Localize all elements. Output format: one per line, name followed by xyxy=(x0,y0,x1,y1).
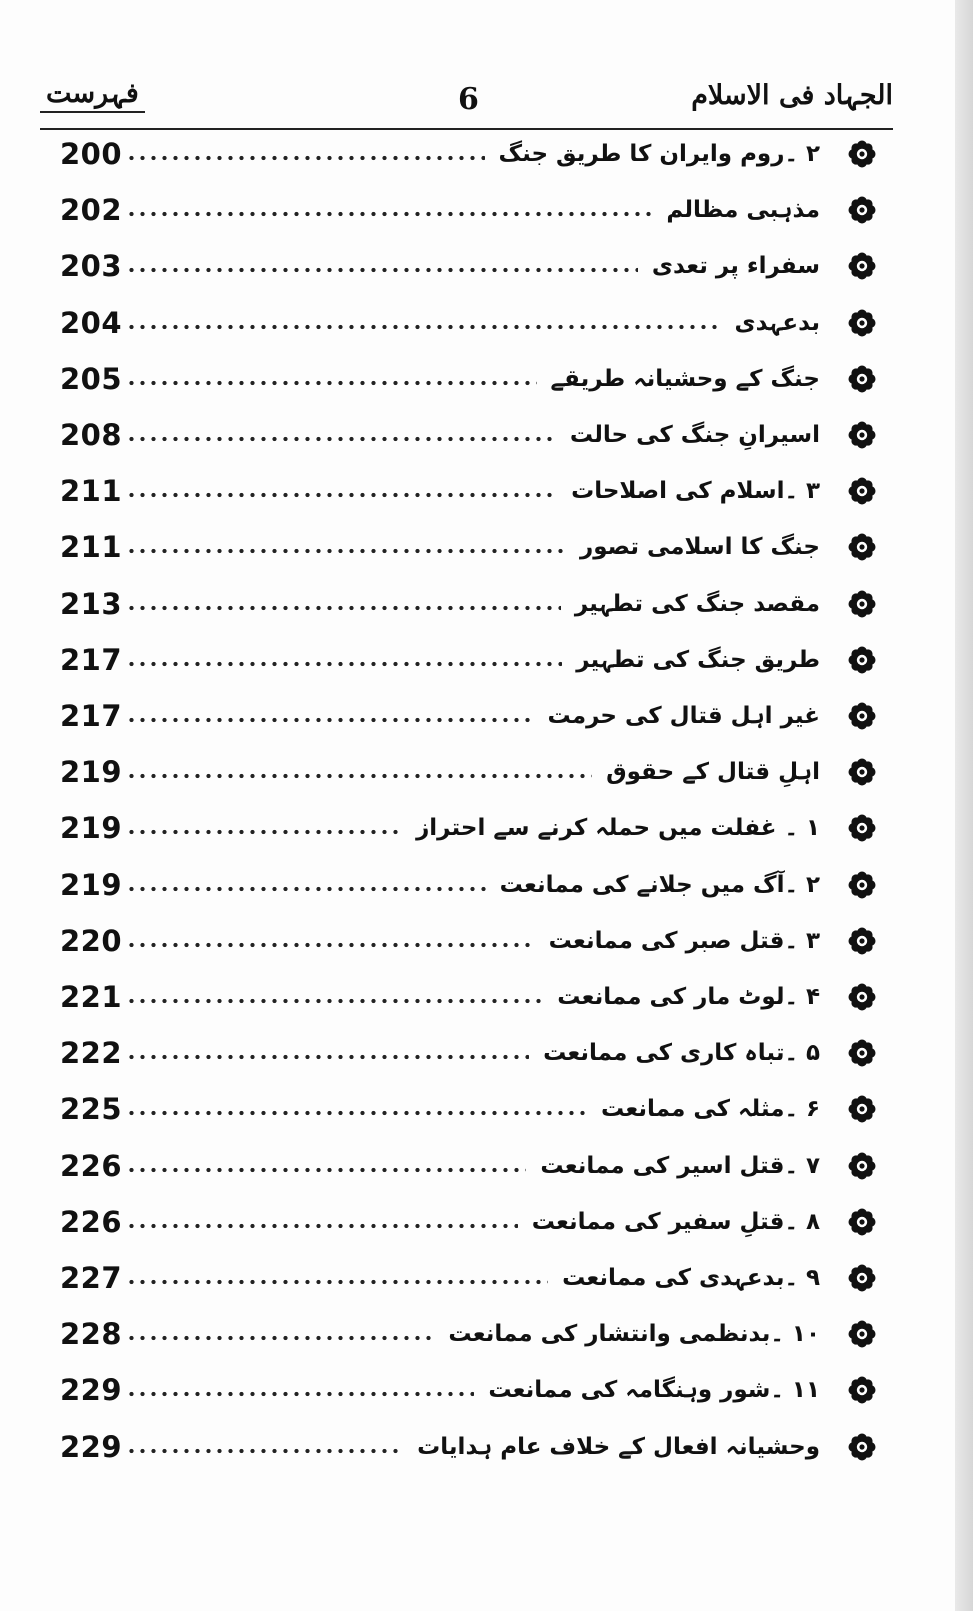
toc-page-number: 217 xyxy=(60,699,123,733)
toc-entry-title: غیر اہل قتال کی حرمت xyxy=(547,703,820,729)
toc-entry[interactable] xyxy=(60,415,890,455)
flower-bullet-icon xyxy=(848,196,876,224)
toc-page-number: 202 xyxy=(60,193,123,228)
toc-page-number: 213 xyxy=(60,586,123,621)
toc-page-number: 204 xyxy=(60,305,123,340)
toc-entry-title: مذہبی مظالم xyxy=(666,197,820,224)
flower-bullet-icon xyxy=(848,533,876,561)
flower-bullet-icon xyxy=(848,927,876,955)
toc-entry-title: ۳ ۔اسلام کی اصلاحات xyxy=(571,478,820,505)
toc-entry-title: بدعہدی xyxy=(734,309,820,336)
toc-entry[interactable] xyxy=(60,1089,890,1129)
toc-page-number: 203 xyxy=(60,249,123,284)
dot-leader xyxy=(126,1274,548,1290)
dot-leader xyxy=(126,712,533,728)
toc-entry[interactable] xyxy=(60,190,890,230)
dot-leader xyxy=(126,881,486,897)
dot-leader xyxy=(126,656,562,672)
dot-leader xyxy=(126,319,721,335)
toc-entry[interactable] xyxy=(60,921,890,961)
toc-entry-title: وحشیانہ افعال کے خلاف عام ہدایات xyxy=(417,1433,820,1460)
toc-entry-title: اہلِ قتال کے حقوق xyxy=(606,759,820,786)
flower-bullet-icon xyxy=(848,1039,876,1067)
flower-bullet-icon xyxy=(848,140,876,168)
flower-bullet-icon xyxy=(848,1376,876,1404)
toc-page-number: 226 xyxy=(60,1148,123,1183)
toc-entry-title: ۷ ۔قتل اسیر کی ممانعت xyxy=(540,1152,820,1179)
dot-leader xyxy=(126,1218,518,1234)
flower-bullet-icon xyxy=(848,252,876,280)
flower-bullet-icon xyxy=(848,1433,876,1461)
toc-entry-title: طریق جنگ کی تطہیر xyxy=(576,646,820,673)
toc-entry[interactable] xyxy=(60,808,890,848)
toc-entry-title: ۹ ۔بدعہدی کی ممانعت xyxy=(562,1265,820,1291)
dot-leader xyxy=(126,262,638,278)
toc-entry[interactable] xyxy=(60,134,890,174)
toc-entry[interactable] xyxy=(60,1033,890,1073)
toc-entry[interactable] xyxy=(60,359,890,399)
flower-bullet-icon xyxy=(848,309,876,337)
toc-entry-title: ۸ ۔قتلِ سفیر کی ممانعت xyxy=(531,1208,820,1235)
flower-bullet-icon xyxy=(848,646,876,674)
dot-leader xyxy=(126,1330,434,1346)
flower-bullet-icon xyxy=(848,477,876,505)
toc-entry[interactable] xyxy=(60,1427,890,1467)
dot-leader xyxy=(126,431,556,447)
toc-page-number: 208 xyxy=(60,418,123,452)
dot-leader xyxy=(126,937,535,953)
toc-entry[interactable] xyxy=(60,527,890,567)
dot-leader xyxy=(126,1162,526,1178)
toc-entry-title: اسیرانِ جنگ کی حالت xyxy=(569,422,820,448)
dot-leader xyxy=(126,150,485,166)
book-title: الجہاد فی الاسلام xyxy=(691,80,893,111)
flower-bullet-icon xyxy=(848,421,876,449)
dot-leader xyxy=(126,206,652,222)
toc-page-number: 219 xyxy=(60,811,123,846)
dot-leader xyxy=(126,824,402,840)
dot-leader xyxy=(126,487,557,503)
flower-bullet-icon xyxy=(848,1095,876,1123)
toc-entry[interactable] xyxy=(60,1370,890,1410)
toc-page-number: 219 xyxy=(60,755,123,790)
flower-bullet-icon xyxy=(848,365,876,393)
section-name: فہرست xyxy=(40,78,145,113)
dot-leader xyxy=(126,993,543,1009)
dot-leader xyxy=(126,600,561,616)
page-edge xyxy=(955,0,973,1611)
toc-entry-title: جنگ کے وحشیانہ طریقے xyxy=(550,365,820,392)
toc-entry[interactable] xyxy=(60,246,890,286)
flower-bullet-icon xyxy=(848,983,876,1011)
toc-entry[interactable] xyxy=(60,696,890,736)
flower-bullet-icon xyxy=(848,1152,876,1180)
dot-leader xyxy=(126,1049,529,1065)
toc-page-number: 220 xyxy=(60,923,123,958)
toc-entry-title: جنگ کا اسلامی تصور xyxy=(580,534,820,561)
toc-entry[interactable] xyxy=(60,977,890,1017)
toc-entry-title: سفراء پر تعدی xyxy=(651,253,820,280)
toc-page-number: 217 xyxy=(60,642,123,677)
toc-entry-title: ۵ ۔تباہ کاری کی ممانعت xyxy=(543,1040,820,1067)
flower-bullet-icon xyxy=(848,1208,876,1236)
toc-entry-title: ۱۱ ۔شور وہنگامہ کی ممانعت xyxy=(488,1377,820,1404)
flower-bullet-icon xyxy=(848,814,876,842)
toc-page-number: 229 xyxy=(60,1373,123,1408)
flower-bullet-icon xyxy=(848,758,876,786)
toc-entry-title: ۴ ۔لوٹ مار کی ممانعت xyxy=(557,984,820,1010)
toc-page-number: 228 xyxy=(60,1317,123,1352)
dot-leader xyxy=(126,1386,474,1402)
toc-page-number: 219 xyxy=(60,867,123,902)
flower-bullet-icon xyxy=(848,1320,876,1348)
toc-entry[interactable] xyxy=(60,1314,890,1354)
toc-page-number: 221 xyxy=(60,980,123,1014)
toc-page-number: 211 xyxy=(60,474,123,509)
page-number: 6 xyxy=(458,82,479,117)
flower-bullet-icon xyxy=(848,590,876,618)
flower-bullet-icon xyxy=(848,871,876,899)
toc-page-number: 222 xyxy=(60,1036,123,1071)
toc-page-number: 200 xyxy=(60,137,123,171)
toc-entry-title: ۲ ۔آگ میں جلانے کی ممانعت xyxy=(499,871,820,898)
toc-entry[interactable] xyxy=(60,1202,890,1242)
dot-leader xyxy=(126,543,566,559)
toc-entry-title: ۳ ۔قتل صبر کی ممانعت xyxy=(548,927,820,954)
toc-entry-title: مقصد جنگ کی تطہیر xyxy=(574,590,820,617)
toc-entry[interactable] xyxy=(60,1146,890,1186)
toc-page-number: 229 xyxy=(60,1429,123,1464)
dot-leader xyxy=(126,1443,403,1459)
toc-entry[interactable] xyxy=(60,1258,890,1298)
toc-entry[interactable] xyxy=(60,752,890,792)
toc-entry[interactable] xyxy=(60,865,890,905)
toc-entry-title: ۱ ۔ غفلت میں حملہ کرنے سے احتراز xyxy=(416,815,820,842)
toc-entry[interactable] xyxy=(60,640,890,680)
dot-leader xyxy=(126,375,537,391)
toc-entry[interactable] xyxy=(60,584,890,624)
toc-entry[interactable] xyxy=(60,303,890,343)
dot-leader xyxy=(126,768,592,784)
toc-page-number: 205 xyxy=(60,361,123,396)
toc-page-number: 226 xyxy=(60,1204,123,1239)
toc-page-number: 211 xyxy=(60,530,123,565)
toc-page-number: 227 xyxy=(60,1261,123,1295)
toc-entry-title: ۶ ۔مثلہ کی ممانعت xyxy=(601,1096,820,1123)
dot-leader xyxy=(126,1105,587,1121)
flower-bullet-icon xyxy=(848,702,876,730)
toc-entry-title: ۲ ۔روم وایران کا طریق جنگ xyxy=(498,141,820,167)
page-header xyxy=(40,78,893,130)
toc-entry[interactable] xyxy=(60,471,890,511)
flower-bullet-icon xyxy=(848,1264,876,1292)
toc-entry-title: ۱۰ ۔بدنظمی وانتشار کی ممانعت xyxy=(448,1321,820,1348)
toc-page-number: 225 xyxy=(60,1092,123,1127)
